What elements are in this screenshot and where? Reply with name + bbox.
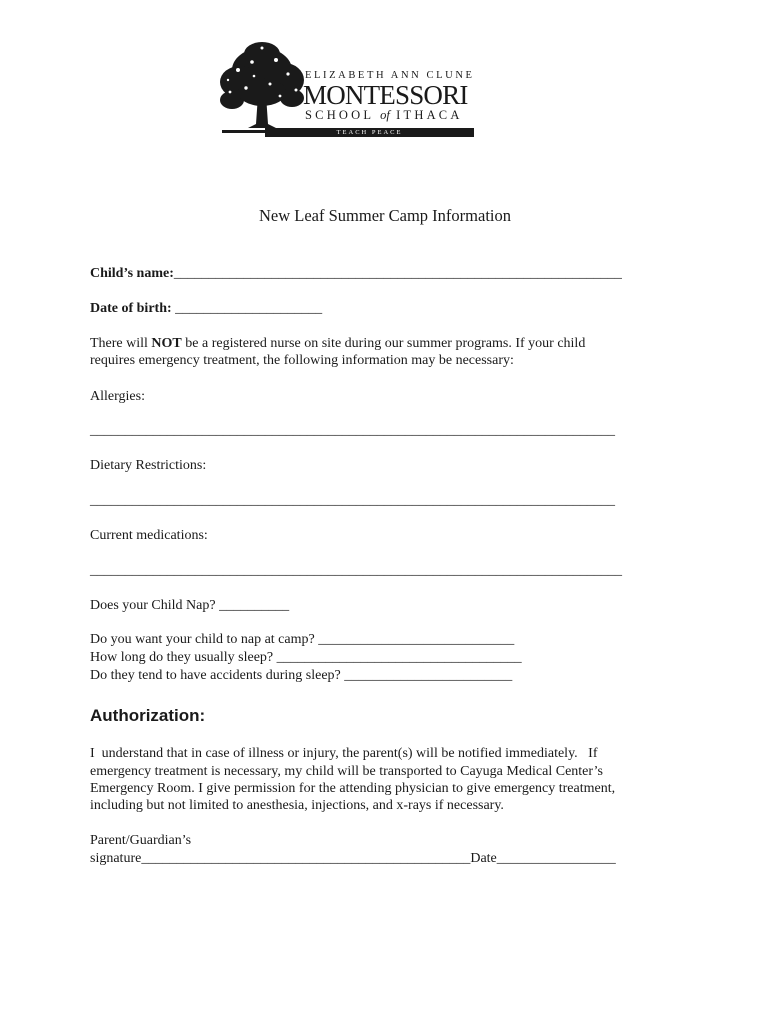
signature-line[interactable]: _______________________________________________ xyxy=(141,851,471,866)
authorization-text-line4: including but not limited to anesthesia, injections, and x-rays if necessary. xyxy=(90,798,504,813)
allergies-label: Allergies: xyxy=(90,389,145,404)
child-name-field[interactable] xyxy=(90,266,622,282)
tree-icon xyxy=(218,40,306,135)
logo-line3-of: of xyxy=(380,108,390,122)
authorization-text-line1: I understand that in case of illness or injury, the parent(s) will be notified immediately. If xyxy=(90,746,598,761)
allergies-line[interactable]: ___________________________________________________________________________ xyxy=(90,423,615,438)
signature-label: Parent/Guardian’s xyxy=(90,833,192,848)
child-name-label: Child’s name: xyxy=(90,266,174,281)
dietary-label: Dietary Restrictions: xyxy=(90,458,207,473)
dob-field[interactable] xyxy=(90,301,322,317)
logo-school-name: MONTESSORI xyxy=(303,80,468,110)
authorization-text-line2: emergency treatment is necessary, my child will be transported to Cayuga Medical Center’s xyxy=(90,764,603,779)
page-title: New Leaf Summer Camp Information xyxy=(258,206,511,225)
nurse-line1-pre: There will xyxy=(90,336,152,351)
logo-tagline-bar xyxy=(265,128,474,137)
nurse-notice-line2: requires emergency treatment, the following information may be necessary: xyxy=(90,353,514,368)
date-label: Date xyxy=(470,851,497,866)
child-name-line[interactable]: ________________________________________________________________ xyxy=(173,266,622,281)
nap-at-camp-question[interactable]: Do you want your child to nap at camp? ____________________________ xyxy=(90,632,515,647)
medications-line[interactable]: ____________________________________________________________________________ xyxy=(90,563,622,578)
authorization-text-line3: Emergency Room. I give permission for the attending physician to give emergency treatment, xyxy=(90,781,616,796)
authorization-heading: Authorization: xyxy=(90,706,206,725)
signature-label-2: signature xyxy=(90,851,142,866)
logo-line3 xyxy=(305,108,463,123)
nurse-notice-line1 xyxy=(90,336,585,352)
nurse-line1-bold: NOT xyxy=(151,336,182,351)
logo-tagline: TEACH PEACE xyxy=(336,129,403,136)
dob-label: Date of birth: xyxy=(90,301,176,316)
sleep-length-question[interactable]: How long do they usually sleep? ___________________________________ xyxy=(90,650,522,665)
dob-line[interactable]: _____________________ xyxy=(175,301,323,316)
signature-field[interactable] xyxy=(90,851,616,867)
nap-question[interactable]: Does your Child Nap? __________ xyxy=(90,598,290,613)
logo-line3-a: SCHOOL xyxy=(305,108,381,122)
nurse-line1-post: be a registered nurse on site during our summer programs. If your child xyxy=(181,336,586,351)
date-line[interactable]: _________________ xyxy=(496,851,616,866)
dietary-line[interactable]: ___________________________________________________________________________ xyxy=(90,493,615,508)
logo-line3-b: ITHACA xyxy=(389,108,463,122)
logo-line1: ELIZABETH ANN CLUNE xyxy=(305,70,475,81)
accidents-question[interactable]: Do they tend to have accidents during sleep? ________________________ xyxy=(90,668,513,683)
medications-label: Current medications: xyxy=(90,528,208,543)
